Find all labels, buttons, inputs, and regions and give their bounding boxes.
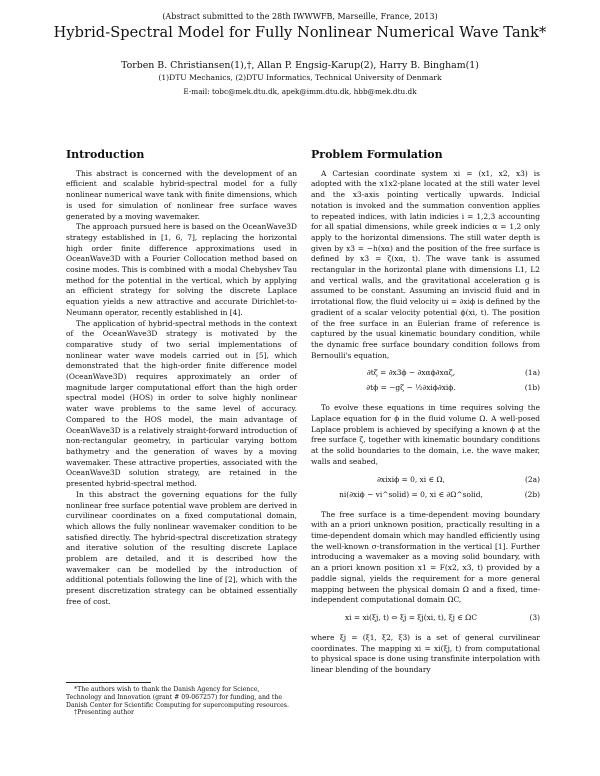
problem-paragraph-1: A Cartesian coordinate system xi = (x1, x2, x3) is adopted with the x1x2-plane located at the still water level and the x3-axis pointing vertically upwards. Indicial notation is invoked and the summation convention applies to repeated indices, with latin indicies i = 1,2,3 accounting for all spatial dimensions, while greek indicies α = 1,2 only apply to the horizontal dimensions. The still water depth is given by x3 = −h(xα) and the position of the free surface is defined by x3 = ζ(xα, t). The wave tank is assumed rectangular in the horizontal plane with dimensions L1, L2 and vertical walls, and the gravitational acceleration g is assumed to be constant. Assuming an inviscid fluid and in irrotational flow, the fluid velocity ui = ∂xiϕ is defined by the gradient of a scalar velocity potential ϕ(xi, t). The position of the free surface in an Eulerian frame of reference is captured by the usual kinematic boundary condition, while the dynamic free surface boundary condition follows from Bernoulli's equation, bbox=[311, 168, 540, 360]
footnotes bbox=[66, 682, 297, 717]
intro-paragraph-3: The application of hybrid-spectral methods in the context of the OceanWave3D strategy is motivated by the comparative study of two serial implementations of nonlinear water wave models carried out in [5], which demonstrated that the high-order finite difference model (OceanWave3D) requires approximately an order of magnitude larger computational effort than the high order spectral model (HOS) in order to solve highly nonlinear water wave problems to the same level of accuracy. Compared to the HOS model, the main advantage of OceanWave3D is a relatively straight-forward introduction of non-rectangular geometry, in particular varying bottom bathymetry and the generation of waves by a moving wavemaker. These attractive properties, associated with the OceanWave3D solution strategy, are retained in the presented hybrid-spectral method. bbox=[66, 318, 297, 489]
intro-paragraph-2: The approach pursued here is based on the OceanWave3D strategy established in [1, 6, 7], replacing the horizontal high order finite difference approximations used in OceanWave3D with a Fourier Collocation method based on cosine modes. This is combined with a modal Chebyshev Tau method for the potential in the vertical, which by applying an efficient strategy for solving the discrete Laplace equation yields a new attractive and accurate Dirichlet-to-Neumann operator, recently established in [4]. bbox=[66, 222, 297, 317]
intro-paragraph-4: In this abstract the governing equations for the fully nonlinear free surface potential wave problem are derived in curvilinear coordinates on a fixed computational domain, which allows the fully nonlinear wavemaker condition to be satisfied directly. The hybrid-spectral discretization strategy and iterative solution of the resulting discrete Laplace problem are detailed, and it is described how the wavemaker can be modelled by the introduction of additional potentials following the line of [2], which with the present discretization strategy can be obtained essentially free of cost. bbox=[66, 489, 297, 606]
equation-1a bbox=[311, 368, 540, 381]
equation-3-body: xi = xi(ξj, t) ⇔ ξj = ξj(xi, t), ξj ∈ ΩC bbox=[344, 612, 478, 622]
affiliations: (1)DTU Mechanics, (2)DTU Informatics, Technical University of Denmark bbox=[158, 73, 442, 82]
equation-3-number: (3) bbox=[529, 612, 540, 622]
equation-1a-number: (1a) bbox=[525, 368, 540, 378]
footnote-funding: *The authors wish to thank the Danish Agency for Science, Technology and Innovation (grant # 09-067257) for funding, and the Danish Center for Scientific Computing for supercomputing resources. bbox=[66, 686, 289, 709]
equation-1b bbox=[311, 383, 540, 396]
equation-1a-body: ∂tζ = ∂x3ϕ − ∂xαϕ∂xαζ, bbox=[366, 368, 456, 378]
author-emails: E-mail: tobc@mek.dtu.dk, apek@imm.dtu.dk, hbb@mek.dtu.dk bbox=[183, 87, 417, 96]
equation-2b bbox=[311, 490, 540, 503]
equation-1b-body: ∂tϕ = −gζ − ½∂xiϕ∂xiϕ. bbox=[366, 383, 456, 393]
author-list: Torben B. Christiansen(1),†, Allan P. Engsig-Karup(2), Harry B. Bingham(1) bbox=[121, 60, 479, 71]
submission-note: (Abstract submitted to the 28th IWWWFB, Marseille, France, 2013) bbox=[162, 12, 438, 21]
footnote-rule bbox=[66, 682, 151, 683]
equation-3 bbox=[311, 613, 540, 626]
equation-2a-number: (2a) bbox=[525, 474, 540, 484]
equation-2a bbox=[311, 475, 540, 488]
right-column bbox=[311, 150, 540, 676]
equation-2b-body: ni(∂xiϕ − vi^solid) = 0, xi ∈ ∂Ω^solid, bbox=[339, 489, 483, 499]
equation-1b-number: (1b) bbox=[524, 383, 540, 393]
paper-title: Hybrid-Spectral Model for Fully Nonlinear Numerical Wave Tank* bbox=[53, 25, 547, 41]
left-column bbox=[66, 150, 297, 608]
footnote-presenting-author: †Presenting author bbox=[74, 709, 134, 717]
problem-paragraph-4: where ξj = (ξ1, ξ2, ξ3) is a set of general curvilinear coordinates. The mapping xi = xi(ξj, t) from computational to physical space is done using transfinite interpolation with linear blending of the boundary bbox=[311, 632, 540, 675]
equation-2b-number: (2b) bbox=[524, 489, 540, 499]
problem-paragraph-2: To evolve these equations in time requires solving the Laplace equation for ϕ in the fluid volume Ω. A well-posed Laplace problem is achieved by specifying a known ϕ at the free surface ζ, together with kinematic boundary conditions at the solid boundaries to the domain, i.e. the wave maker, walls and seabed, bbox=[311, 403, 540, 466]
equation-2a-body: ∂xixiϕ = 0, xi ∈ Ω, bbox=[377, 474, 445, 484]
problem-formulation-heading: Problem Formulation bbox=[311, 148, 443, 161]
problem-paragraph-3: The free surface is a time-dependent moving boundary with an a priori unknown position, practically resulting in a time-dependent domain which may handled efficiently using the well-known σ-transformation in the vertical [1]. Further introducing a wavemaker as a moving solid boundary, with an a priori known position x1 = F(x2, x3, t) provided by a paddle signal, yields the requirement for a more general mapping between the physical domain Ω and a fixed, time-independent computational domain ΩC, bbox=[311, 509, 540, 605]
intro-paragraph-1: This abstract is concerned with the development of an efficient and scalable hybrid-spectral model for a fully nonlinear numerical wave tank with finite dimensions, which is used for simulation of nonlinear free surface waves generated by a moving wavemaker. bbox=[66, 168, 297, 221]
introduction-heading: Introduction bbox=[66, 148, 145, 161]
